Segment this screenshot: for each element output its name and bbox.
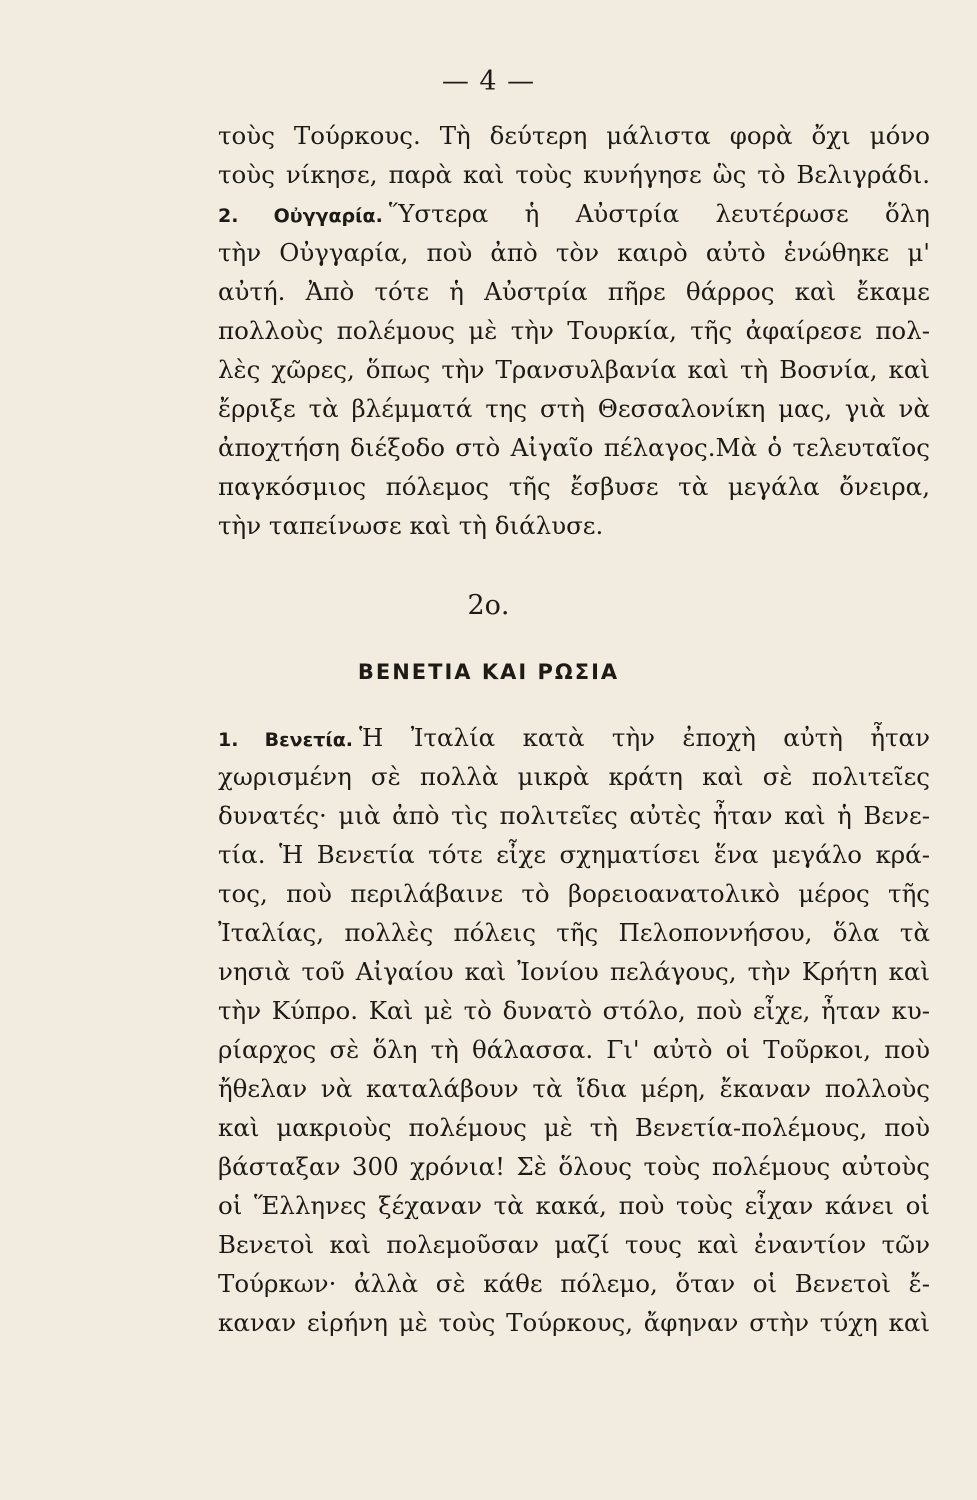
line-text: παγκόσμιος πόλεμος τῆς ἔσβυσε τὰ μεγάλα ὄνειρα,	[218, 472, 930, 501]
line-text: τὴν Οὐγγαρία, ποὺ ἀπὸ τὸν καιρὸ αὐτὸ ἑνώθηκε μ'	[218, 238, 930, 267]
text-line	[218, 800, 930, 839]
line-text: Ἰταλίας, πολλὲς πόλεις τῆς Πελοποννήσου, ὅλα τὰ	[218, 918, 930, 947]
text-line	[218, 1151, 930, 1190]
text-line	[218, 917, 930, 956]
line-text: βάσταξαν 300 χρόνια! Σὲ ὅλους τοὺς πολέμους αὐτοὺς	[218, 1152, 930, 1181]
line-text: χωρισμένη σὲ πολλὰ μικρὰ κράτη καὶ σὲ πολιτεῖες	[218, 762, 930, 791]
line-text: δυνατές· μιὰ ἀπὸ τὶς πολιτεῖες αὐτὲς ἦταν καὶ ἡ Βενε-	[218, 801, 930, 830]
text-line	[218, 354, 930, 393]
text-line	[218, 393, 930, 432]
text-line	[218, 839, 930, 878]
text-line	[218, 1268, 930, 1307]
text-line	[218, 432, 930, 471]
line-text: Τούρκων· ἀλλὰ σὲ κάθε πόλεμο, ὅταν οἱ Βενετοὶ ἔ-	[218, 1269, 930, 1298]
section-title: ΒΕΝΕΤΙΑ ΚΑΙ ΡΩΣΙΑ	[357, 660, 620, 684]
line-text: καὶ μακριοὺς πολέμους μὲ τὴ Βενετία-πολέμους, ποὺ	[218, 1113, 930, 1142]
line-text: Ὕστερα ἡ Αὐστρία λευτέρωσε ὅλη	[388, 199, 930, 228]
text-line	[218, 761, 930, 800]
line-text: ἀποχτήση διέξοδο στὸ Αἰγαῖο πέλαγος.Μὰ ὁ τελευταῖος	[218, 433, 930, 462]
text-line	[218, 1307, 930, 1346]
text-line	[218, 159, 930, 198]
line-text: νησιὰ τοῦ Αἰγαίου καὶ Ἰονίου πελάγους, τὴν Κρήτη καὶ	[218, 957, 930, 986]
line-text: πολλοὺς πολέμους μὲ τὴν Τουρκία, τῆς ἀφαίρεσε πολ-	[218, 316, 930, 345]
line-text: Ἡ Ἰταλία κατὰ τὴν ἐποχὴ αὐτὴ ἦταν	[359, 723, 930, 752]
line-text: τοὺς Τούρκους. Τὴ δεύτερη μάλιστα φορὰ ὄχι μόνο	[218, 121, 930, 150]
text-line	[218, 1229, 930, 1268]
text-line	[218, 237, 930, 276]
text-line	[218, 1034, 930, 1073]
text-line	[218, 995, 930, 1034]
text-line	[218, 1112, 930, 1151]
line-text: αὐτή. Ἀπὸ τότε ἡ Αὐστρία πῆρε θάρρος καὶ ἔκαμε	[218, 277, 930, 306]
text-block-hungary	[218, 120, 930, 549]
text-line	[218, 198, 930, 237]
line-text: τος, ποὺ περιλάβαινε τὸ βορειοανατολικὸ μέρος τῆς	[218, 879, 930, 908]
text-line	[218, 956, 930, 995]
line-text: τὴν ταπείνωσε καὶ τὴ διάλυσε.	[218, 511, 604, 540]
text-line	[218, 1190, 930, 1229]
text-line	[218, 1073, 930, 1112]
page-number: — 4 —	[441, 66, 536, 97]
text-line	[218, 510, 930, 549]
line-text: καναν εἰρήνη μὲ τοὺς Τούρκους, ἄφηναν στὴν τύχη καὶ	[218, 1308, 930, 1337]
line-text: τοὺς νίκησε, παρὰ καὶ τοὺς κυνήγησε ὣς τὸ Βελιγράδι.	[218, 160, 930, 189]
text-line	[218, 878, 930, 917]
line-text: τία. Ἡ Βενετία τότε εἶχε σχηματίσει ἕνα μεγάλο κρά-	[218, 840, 930, 869]
paragraph-heading: 1. Βενετία.	[218, 729, 354, 751]
line-text: ρίαρχος σὲ ὅλη τὴ θάλασσα. Γι' αὐτὸ οἱ Τοῦρκοι, ποὺ	[218, 1035, 930, 1064]
text-line	[218, 471, 930, 510]
text-line	[218, 120, 930, 159]
line-text: ἔρριξε τὰ βλέμματά της στὴ Θεσσαλονίκη μας, γιὰ νὰ	[218, 394, 930, 423]
line-text: τὴν Κύπρο. Καὶ μὲ τὸ δυνατὸ στόλο, ποὺ εἶχε, ἦταν κυ-	[218, 996, 930, 1025]
line-text: Βενετοὶ καὶ πολεμοῦσαν μαζί τους καὶ ἐναντίον τῶν	[218, 1230, 930, 1259]
paragraph-heading: 2. Οὐγγαρία.	[218, 205, 383, 227]
text-line	[218, 722, 930, 761]
text-line	[218, 276, 930, 315]
text-line	[218, 315, 930, 354]
section-number: 2ο.	[467, 590, 510, 621]
line-text: οἱ Ἕλληνες ξέχαναν τὰ κακά, ποὺ τοὺς εἶχαν κάνει οἱ	[218, 1191, 930, 1220]
text-block-venice	[218, 722, 930, 1346]
line-text: ἤθελαν νὰ καταλάβουν τὰ ἴδια μέρη, ἔκαναν πολλοὺς	[218, 1074, 930, 1103]
line-text: λὲς χῶρες, ὅπως τὴν Τρανσυλβανία καὶ τὴ Βοσνία, καὶ	[218, 355, 930, 384]
